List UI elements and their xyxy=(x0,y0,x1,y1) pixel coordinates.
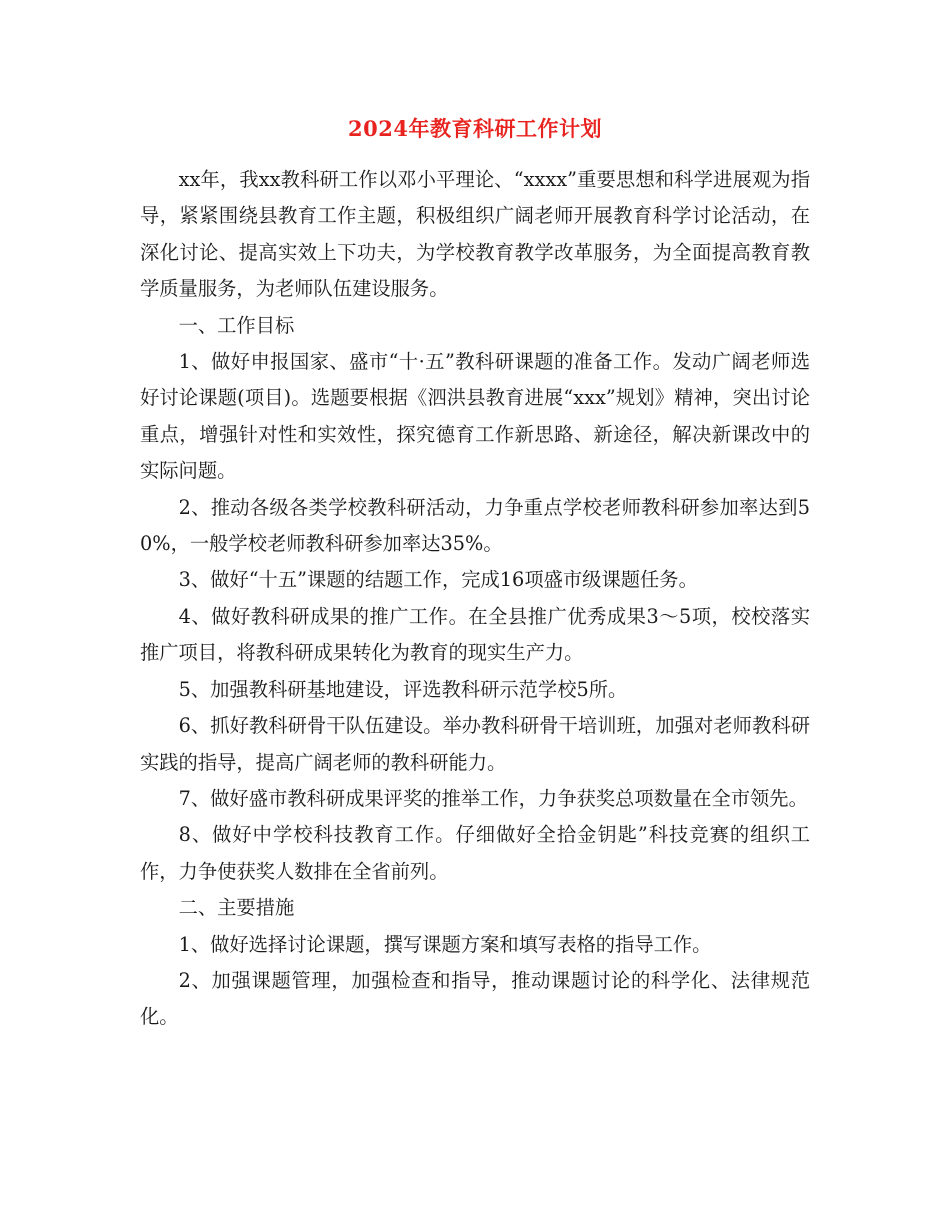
document-body xyxy=(140,110,810,1036)
paragraph-goal-5: 5、加强教科研基地建设，评选教科研示范学校5所。 xyxy=(178,677,628,701)
section-heading-measures: 二、主要措施 xyxy=(178,896,295,920)
paragraph-measure-1: 1、做好选择讨论课题，撰写课题方案和填写表格的指导工作。 xyxy=(178,932,712,956)
paragraph-goal-6: 6、抓好教科研骨干队伍建设。举办教科研骨干培训班，加强对老师教科研实践的指导，提高广阔老师的教科研能力。 xyxy=(140,714,810,774)
paragraph-goal-1: 1、做好申报国家、盛市“十·五”教科研课题的准备工作。发动广阔老师选好讨论课题(项目)。选题要根据《泗洪县教育进展“xxx”规划》精神，突出讨论重点，增强针对性和实效性，探究德育工作新思路、新途径，解决新课改中的实际问题。 xyxy=(140,350,810,483)
paragraph-intro: xx年，我xx教科研工作以邓小平理论、“xxxx”重要思想和科学进展观为指导，紧紧围绕县教育工作主题，积极组织广阔老师开展教育科学讨论活动，在深化讨论、提高实效上下功夫，为学校教育教学改革服务，为全面提高教育教学质量服务，为老师队伍建设服务。 xyxy=(140,168,810,301)
section-heading-goals: 一、工作目标 xyxy=(178,313,295,337)
paragraph-measure-2: 2、加强课题管理，加强检查和指导，推动课题讨论的科学化、法律规范化。 xyxy=(140,968,810,1029)
paragraph-goal-2: 2、推动各级各类学校教科研活动，力争重点学校老师教科研参加率达到50%，一般学校老师教科研参加率达35%。 xyxy=(140,495,810,556)
paragraph-goal-7: 7、做好盛市教科研成果评奖的推举工作，力争获奖总项数量在全市领先。 xyxy=(178,786,808,810)
paragraph-goal-3: 3、做好“十五”课题的结题工作，完成16项盛市级课题任务。 xyxy=(178,568,698,592)
paragraph-goal-8: 8、做好中学校科技教育工作。仔细做好全拾金钥匙”科技竞赛的组织工作，力争使获奖人数排在全省前列。 xyxy=(140,823,810,883)
paragraph-goal-4: 4、做好教科研成果的推广工作。在全县推广优秀成果3～5项，校校落实推广项目，将教科研成果转化为教育的现实生产力。 xyxy=(140,604,810,665)
document-title: 2024年教育科研工作计划 xyxy=(348,116,602,141)
